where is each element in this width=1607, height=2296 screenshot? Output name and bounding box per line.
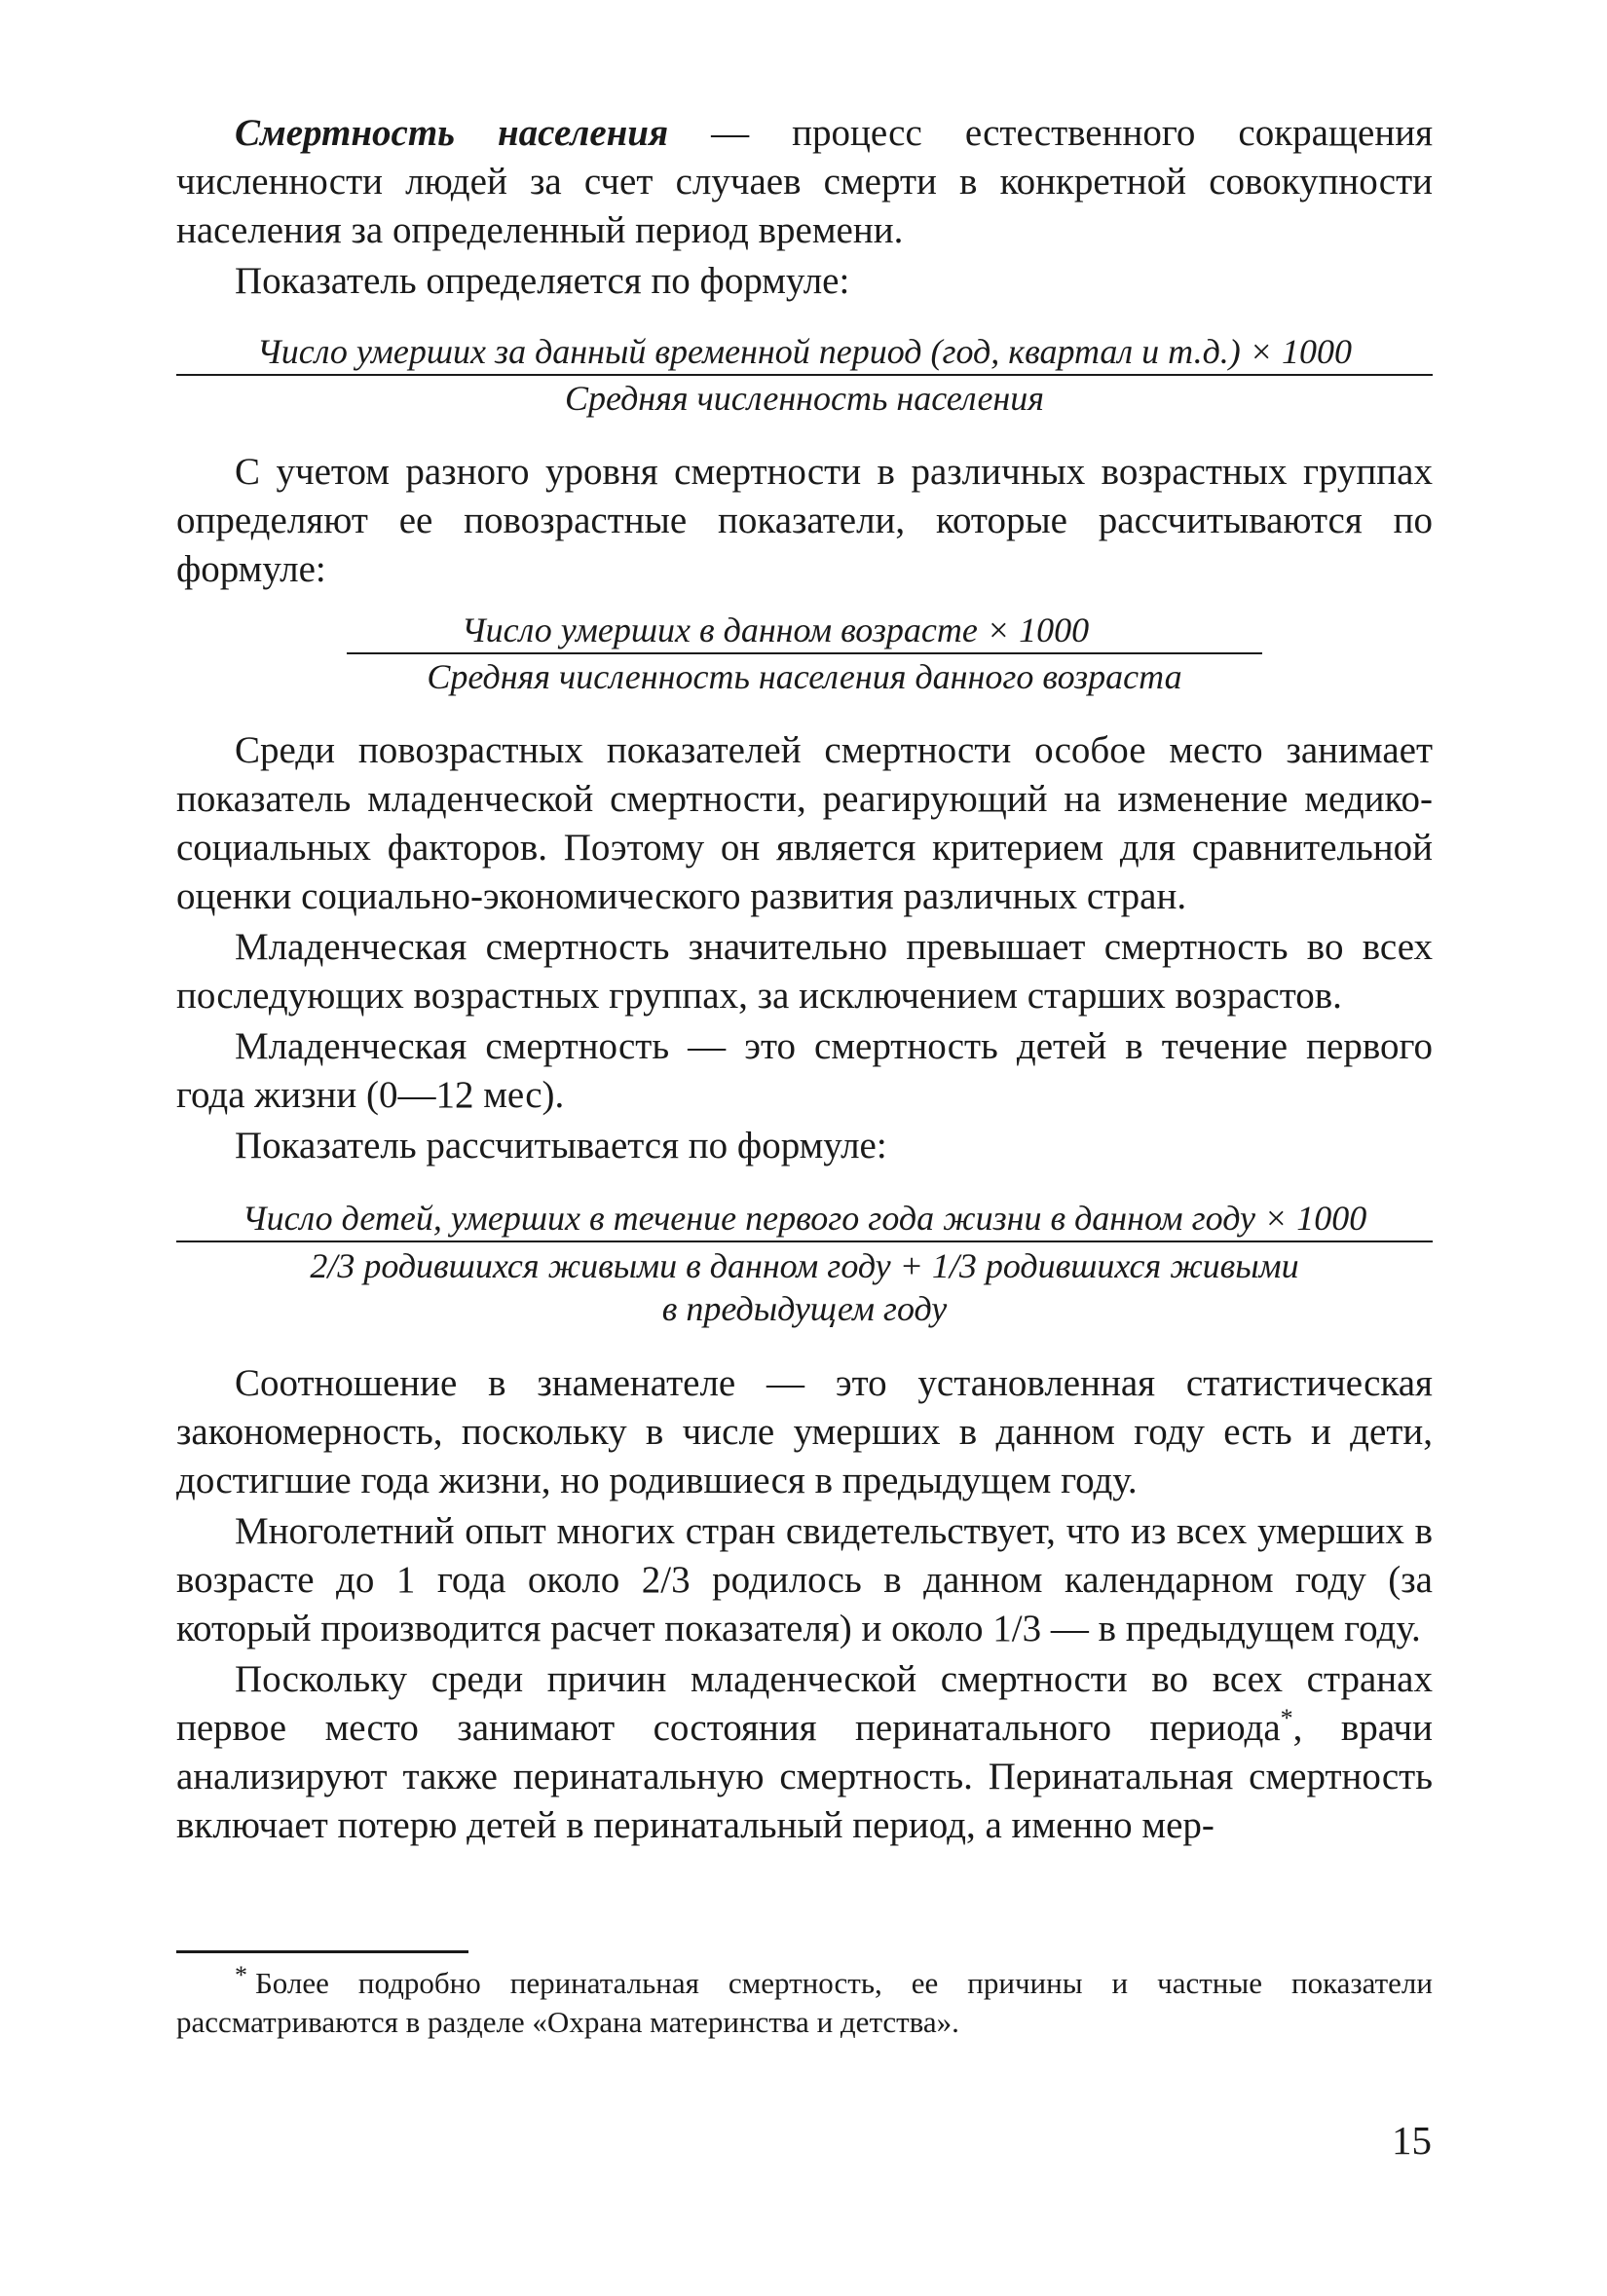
- formula-denominator: [176, 1242, 1433, 1330]
- footnote-text: Более подробно перинатальная смертность, ее причины и частные показатели рассматриваются в разделе «Охрана материнства и детства».: [176, 1966, 1433, 2039]
- formula-infant-mortality: [176, 1198, 1433, 1330]
- footnote-mark: *: [235, 1961, 247, 1989]
- term-mortality: Смертность населения: [235, 112, 669, 154]
- paragraph-formula-intro: Показатель определяется по формуле:: [235, 260, 850, 302]
- formula-denominator-line-2: в предыдущем году: [661, 1289, 948, 1328]
- footnote: [176, 1961, 1433, 2042]
- paragraph-age-specific: С учетом разного уровня смертности в различных возрастных группах определяют ее повозрастные показатели, которые рассчитываются по формуле:: [176, 451, 1433, 590]
- paragraph-infant-mortality-comparison: Младенческая смертность значительно превышает смертность во всех последующих возрастных группах, за исключением старших возрастов.: [176, 926, 1433, 1017]
- formula-numerator: Число детей, умерших в течение первого года жизни в данном году × 1000: [176, 1198, 1433, 1242]
- paragraph-text: Поскольку среди причин младенческой смертности во всех странах первое место занимают состояния перинатального периода: [176, 1658, 1433, 1749]
- paragraph-experience: Многолетний опыт многих стран свидетельствует, что из всех умерших в возрасте до 1 года около 2/3 родилось в данном календарном году (за который производится расчет показателя) и около 1/3 — в предыдущем году.: [176, 1510, 1433, 1649]
- formula-denominator: Средняя численность населения данного возраста: [427, 657, 1182, 696]
- paragraph-formula-intro-2: Показатель рассчитывается по формуле:: [235, 1125, 887, 1167]
- formula-age-specific-mortality: [347, 610, 1262, 697]
- paragraph-infant-mortality-role: Среди повозрастных показателей смертности особое место занимает показатель младенческой смертности, реагирующий на изменение медико-социальных факторов. Поэтому он является критерием для сравнительной оценки социально-экономического развития различных стран.: [176, 729, 1433, 917]
- formula-denominator-line-1: 2/3 родившихся живыми в данном году + 1/3 родившихся живыми: [310, 1246, 1299, 1285]
- paragraph-text: , врачи анализируют также перинатальную смертность. Перинатальная смертность включает потерю детей в перинатальный период, а именно мер-: [176, 1707, 1433, 1846]
- paragraph-perinatal: [176, 1655, 1433, 1850]
- page-body: [176, 109, 1433, 1850]
- paragraph-denominator-explanation: Соотношение в знаменателе — это установленная статистическая закономерность, поскольку в числе умерших в данном году есть и дети, достигшие года жизни, но родившиеся в предыдущем году.: [176, 1362, 1433, 1501]
- paragraph-mortality-definition: [176, 109, 1433, 255]
- footnote-divider: [176, 1950, 468, 1953]
- page-number: 15: [1392, 2118, 1432, 2163]
- paragraph-text: — процесс естественного сокращения численности людей за счет случаев смерти в конкретной совокупности населения за определенный период времени.: [176, 112, 1434, 251]
- formula-crude-mortality: [176, 331, 1433, 419]
- footnote-reference: *: [1280, 1704, 1293, 1732]
- formula-denominator: Средняя численность населения: [564, 379, 1045, 418]
- paragraph-infant-mortality-definition: Младенческая смертность — это смертность детей в течение первого года жизни (0—12 мес).: [176, 1025, 1433, 1116]
- formula-numerator: Число умерших в данном возрасте × 1000: [347, 610, 1262, 654]
- formula-numerator: Число умерших за данный временной период (год, квартал и т.д.) × 1000: [176, 331, 1433, 376]
